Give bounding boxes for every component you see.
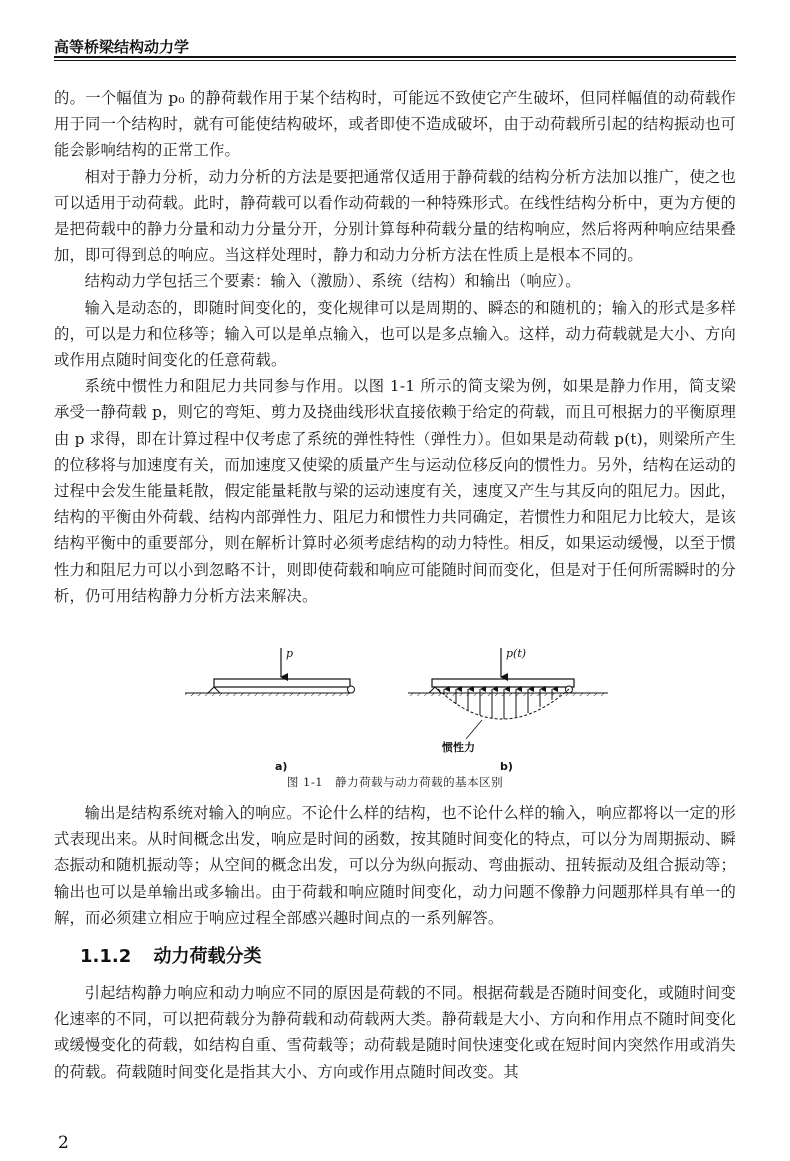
subfigure-label-b: b) bbox=[500, 760, 513, 773]
beam-diagram bbox=[180, 643, 610, 773]
section-heading bbox=[80, 942, 262, 968]
beam-a bbox=[185, 648, 355, 696]
label-p-t: p(t) bbox=[506, 647, 527, 660]
page-number: 2 bbox=[58, 1133, 69, 1153]
running-header bbox=[54, 36, 736, 58]
middle-text-block bbox=[54, 800, 736, 931]
paragraph-output: 输出是结构系统对输入的响应。不论什么样的结构，也不论什么样的输入，响应都将以一定的形式表现出来。从时间概念出发，响应是时间的函数，按其随时间变化的特点，可以分为周期振动、瞬态振动和随机振动等；从空间的概念出发，可以分为纵向振动、弯曲振动、扭转振动及组合振动等；输出也可以是单输出或多输出。由于荷载和响应随时间变化，动力问题不像静力问题那样具有单一的解，而必须建立相应于响应过程全部感兴趣时间点的一系列解答。 bbox=[54, 804, 736, 927]
paragraph-load-classification: 引起结构静力响应和动力响应不同的原因是荷载的不同。根据荷载是否随时间变化，或随时间变化速率的不同，可以把荷载分为静荷载和动荷载两大类。静荷载是大小、方向和作用点不随时间变化或缓慢变化的荷载，如结构自重、雪荷载等；动荷载是随时间快速变化或在短时间内突然作用或消失的荷载。荷载随时间变化是指其大小、方向或作用点随时间改变。其 bbox=[54, 984, 736, 1081]
beam-b bbox=[408, 648, 608, 739]
header-rule bbox=[54, 56, 736, 58]
top-text-block bbox=[54, 85, 736, 609]
label-inertia-force: 惯性力 bbox=[442, 741, 475, 754]
paragraph-three-elements: 结构动力学包括三个要素：输入（激励）、系统（结构）和输出（响应）。 bbox=[84, 272, 581, 291]
figure-caption: 图 1-1 静力荷载与动力荷载的基本区别 bbox=[286, 775, 504, 789]
paragraph-continuation: 的。一个幅值为 p₀ 的静荷载作用于某个结构时，可能远不致使它产生破坏，但同样幅值的动荷载作用于同一个结构时，就有可能使结构破坏，或者即使不造成破坏，由于动荷载所引起的结构振动也可能会影响结构的正常工作。 bbox=[54, 89, 736, 160]
paragraph-input: 输入是动态的，即随时间变化的，变化规律可以是周期的、瞬态的和随机的；输入的形式是多样的，可以是力和位移等；输入可以是单点输入，也可以是多点输入。这样，动力荷载就是大小、方向或作用点随时间变化的任意荷载。 bbox=[54, 298, 736, 370]
section-number: 1.1.2 bbox=[80, 946, 132, 967]
book-title: 高等桥梁结构动力学 bbox=[54, 38, 190, 56]
section-title: 动力荷载分类 bbox=[153, 946, 262, 967]
header-rule-thin bbox=[54, 60, 736, 61]
paragraph-dynamic-analysis: 相对于静力分析，动力分析的方法是要把通常仅适用于静荷载的结构分析方法加以推广，使之也可以适用于动荷载。此时，静荷载可以看作动荷载的一种特殊形式。在线性结构分析中，更为方便的是把荷载中的静力分量和动力分量分开，分别计算每种荷载分量的结构响应，然后将两种响应结果叠加，即可得到总的响应。当这样处理时，静力和动力分析方法在性质上是根本不同的。 bbox=[54, 167, 736, 265]
subfigure-label-a: a) bbox=[275, 760, 288, 773]
paragraph-inertia-damping: 系统中惯性力和阻尼力共同参与作用。以图 1-1 所示的简支梁为例，如果是静力作用，简支梁承受一静荷载 p，则它的弯矩、剪力及挠曲线形状直接依赖于给定的荷载，而且可根据力的平衡原理由 p 求得，即在计算过程中仅考虑了系统的弹性特性（弹性力）。但如果是动荷载 p(t)，则梁所产生的位移将与加速度有关，而加速度又使梁的质量产生与运动位移反向的惯性力。另外，结构在运动的过程中会发生能量耗散，假定能量耗散与梁的运动速度有关，速度又产生与其反向的阻尼力。因此，结构的平衡由外荷载、结构内部弹性力、阻尼力和惯性力共同确定，若惯性力和阻尼力比较大，是该结构平衡中的重要部分，则在解析计算时必须考虑结构的动力特性。相反，如果运动缓慢，以至于惯性力和阻尼力可以小到忽略不计，则即使荷载和响应可能随时间而变化，但是对于任何所需瞬时的分析，仍可用结构静力分析方法来解决。 bbox=[54, 377, 736, 605]
label-p: p bbox=[286, 647, 294, 660]
bottom-text-block bbox=[54, 980, 736, 1085]
figure-1-1 bbox=[180, 643, 610, 795]
